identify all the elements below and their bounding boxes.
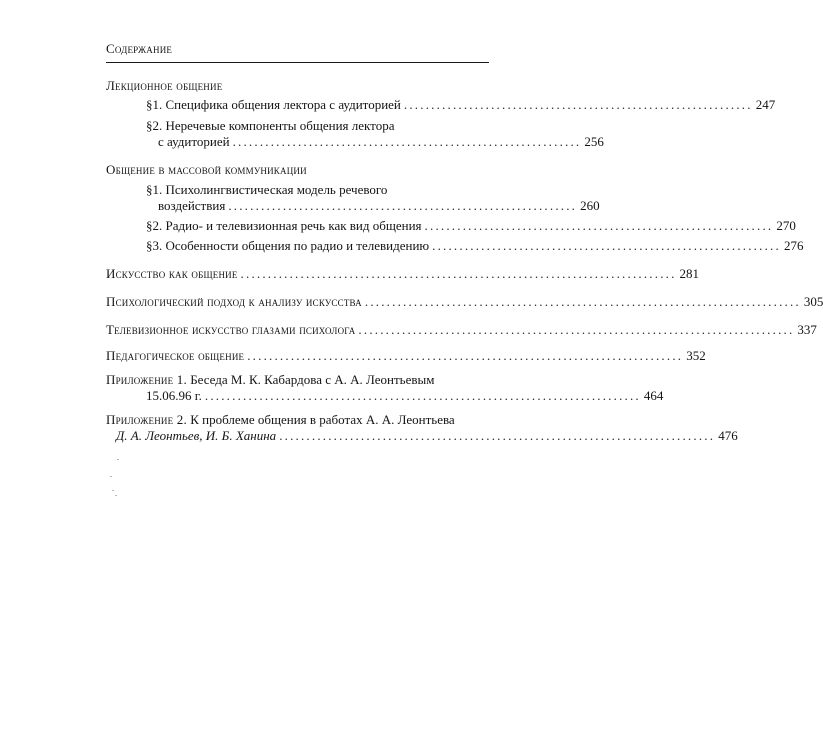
page-number: 476: [718, 428, 738, 443]
toc-entry-text: §3. Особенности общения по радио и телевидению: [146, 238, 430, 253]
toc-chapter-art: [106, 266, 700, 282]
appendix-title: Беседа М. К. Кабардова с А. А. Леонтьевым: [190, 372, 435, 387]
leader-dots: ................................................................: [403, 97, 753, 112]
toc-entry-lecture-1: [146, 97, 776, 113]
leader-dots: ................................................................................: [247, 348, 684, 363]
leader-dots: ................................................................................: [240, 266, 677, 281]
toc-entry-mass-2: [146, 218, 796, 234]
header-rule: [106, 62, 489, 63]
toc-entry-mass-1-line1: §1. Психолингвистическая модель речевого: [146, 182, 388, 197]
page-number: 305: [803, 294, 823, 309]
appendix-title: К проблеме общения в работах А. А. Леонтьева: [190, 412, 455, 427]
page-number: 337: [797, 322, 817, 337]
page-number: 256: [584, 134, 604, 149]
section-title-lecture: Лекционное общение: [106, 78, 223, 93]
leader-dots: ................................................................................: [279, 428, 716, 443]
page-number: 352: [686, 348, 706, 363]
page-number: 464: [643, 388, 664, 403]
toc-chapter-pedagogic: [106, 348, 706, 364]
scan-speck: [115, 495, 117, 496]
leader-dots: ................................................................................: [358, 322, 795, 337]
running-head: Содержание: [106, 41, 173, 56]
toc-entry-text: воздействия: [158, 198, 226, 213]
page-number: 270: [776, 218, 796, 233]
leader-dots: ................................................................................: [204, 388, 641, 403]
section-title-mass-comm: Общение в массовой коммуникации: [106, 162, 307, 177]
leader-dots: ................................................................: [432, 238, 781, 253]
toc-entry-text: §1. Специфика общения лектора с аудиторией: [146, 97, 401, 112]
toc-entry-authors: Д. А. Леонтьев, И. Б. Ханина: [116, 428, 277, 443]
toc-entry-mass-1: [158, 198, 600, 214]
leader-dots: ................................................................: [232, 134, 582, 149]
leader-dots: ................................................................: [424, 218, 774, 233]
toc-chapter-psych-art: [106, 294, 823, 310]
toc-entry-mass-3: [146, 238, 804, 254]
leader-dots: ................................................................................: [364, 294, 801, 309]
appendix-2-entry: [116, 428, 738, 444]
page-number: 260: [580, 198, 600, 213]
page-number: 276: [783, 238, 804, 253]
toc-entry-text: Телевизионное искусство глазами психолога: [106, 322, 356, 337]
toc-entry-text: Искусство как общение: [106, 266, 238, 281]
appendix-1-entry: [146, 388, 664, 404]
toc-entry-text: Педагогическое общение: [106, 348, 245, 363]
toc-entry-text: §2. Радио- и телевизионная речь как вид общения: [146, 218, 422, 233]
toc-entry-text: с аудиторией: [158, 134, 230, 149]
appendix-2-line1: [106, 412, 455, 428]
toc-entry-lecture-2-line1: §2. Неречевые компоненты общения лектора: [146, 118, 395, 133]
toc-entry-text: 15.06.96 г.: [146, 388, 202, 403]
appendix-1-line1: [106, 372, 434, 388]
scan-speck: [110, 476, 112, 477]
appendix-label: Приложение 2.: [106, 412, 187, 427]
appendix-label: Приложение 1.: [106, 372, 187, 387]
leader-dots: ................................................................: [228, 198, 578, 213]
scan-speck: [112, 490, 114, 491]
page-number: 281: [679, 266, 700, 281]
toc-entry-lecture-2: [158, 134, 604, 150]
toc-chapter-tv-art: [106, 322, 817, 338]
scan-speck: [117, 459, 119, 460]
page-number: 247: [755, 97, 776, 112]
toc-entry-text: Психологический подход к анализу искусства: [106, 294, 362, 309]
